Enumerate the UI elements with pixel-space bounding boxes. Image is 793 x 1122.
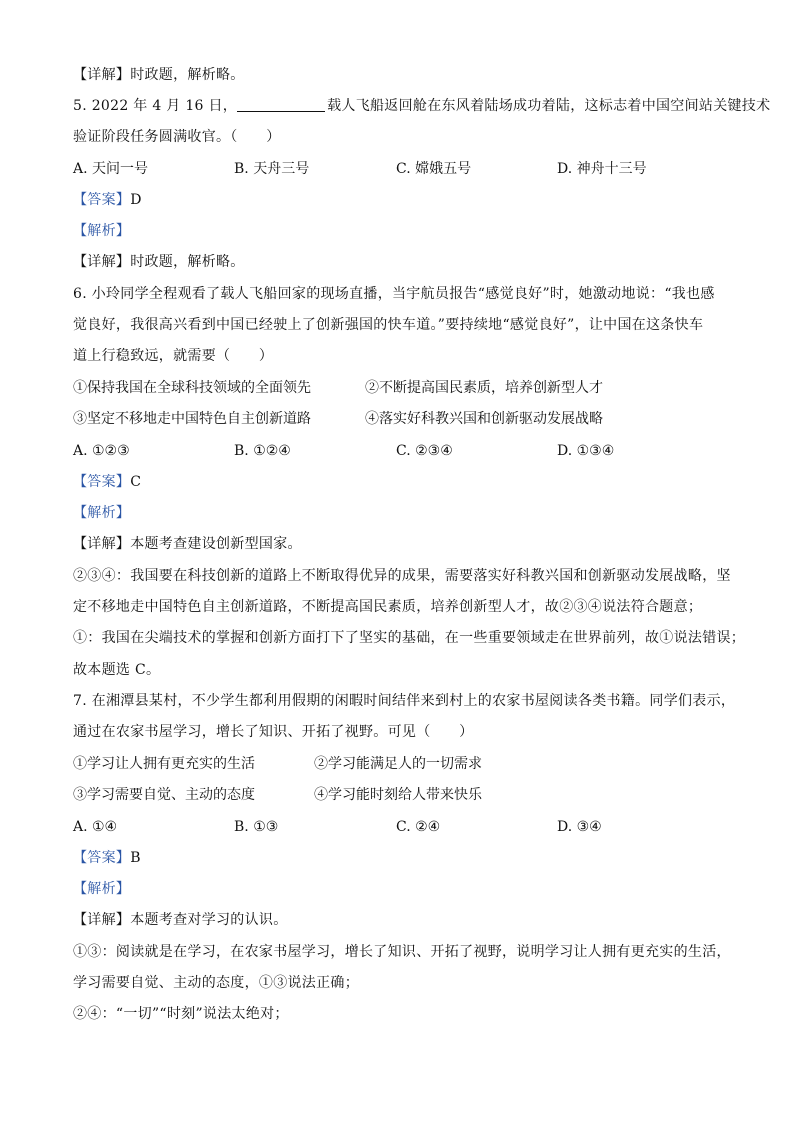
q5-stem-suffix: 载人飞船返回舱在东风着陆场成功着陆，这标志着中国空间站关键技术 <box>327 98 771 114</box>
q7-explain-line2: 学习需要自觉、主动的态度，①③说法正确； <box>73 975 359 991</box>
q6-answer-line <box>73 472 141 492</box>
answer-value: B <box>130 850 141 866</box>
detail-text: 本题考查对学习的认识。 <box>130 912 288 928</box>
answer-value: C <box>130 474 142 490</box>
q5-option-a: A. 天问一号 <box>73 161 149 177</box>
q5-analysis-tag: 【解析】 <box>73 223 131 239</box>
q7-option-d: D. ③④ <box>557 819 602 835</box>
q6-item-1: ①保持我国在全球科技领域的全面领先 <box>73 380 311 396</box>
answer-value: D <box>130 192 142 208</box>
q7-stem-line2: 通过在农家书屋学习，增长了知识、开拓了视野。可见（ ） <box>73 724 474 740</box>
q5-option-b: B. 天舟三号 <box>234 161 310 177</box>
q7-item-2: ②学习能满足人的一切需求 <box>314 756 482 772</box>
answer-tag: 【答案】 <box>73 192 131 208</box>
detail-text: 本题考查建设创新型国家。 <box>130 536 302 552</box>
q7-stem-line1: 7. 在湘潭县某村，不少学生都利用假期的闲暇时间结伴来到村上的农家书屋阅读各类书籍。同学们表示， <box>73 693 736 709</box>
detail-text: 时政题，解析略。 <box>130 254 245 270</box>
q5-stem-line1 <box>73 96 770 116</box>
q7-item-3: ③学习需要自觉、主动的态度 <box>73 787 255 803</box>
q6-analysis-tag: 【解析】 <box>73 505 131 521</box>
detail-tag: 【详解】 <box>73 67 131 83</box>
answer-tag: 【答案】 <box>73 850 131 866</box>
q5-option-c: C. 嫦娥五号 <box>396 161 472 177</box>
q7-explain-line3: ②④：“一切”“时刻”说法太绝对； <box>73 1006 289 1022</box>
q4-detail-line <box>73 65 245 85</box>
detail-tag: 【详解】 <box>73 536 131 552</box>
q6-detail-line <box>73 534 302 554</box>
q6-explain-line1: ②③④：我国要在科技创新的道路上不断取得优异的成果，需要落实好科教兴国和创新驱动发展战略，坚 <box>73 568 731 584</box>
q6-explain-line4: 故本题选 C。 <box>73 662 161 678</box>
q5-detail-line <box>73 252 245 272</box>
q5-answer-line <box>73 190 142 210</box>
q7-item-4: ④学习能时刻给人带来快乐 <box>314 787 482 803</box>
q6-explain-line3: ①：我国在尖端技术的掌握和创新方面打下了坚实的基础，在一些重要领域走在世界前列，故①说法错误； <box>73 630 746 646</box>
q6-option-a: A. ①②③ <box>73 443 130 459</box>
q6-option-c: C. ②③④ <box>396 443 453 459</box>
q7-option-b: B. ①③ <box>234 819 279 835</box>
answer-blank <box>237 97 325 112</box>
q6-stem-line3: 道上行稳致远，就需要（ ） <box>73 348 274 364</box>
q5-stem-prefix: 5. 2022 年 4 月 16 日， <box>73 98 238 114</box>
q7-answer-line <box>73 848 141 868</box>
q6-option-d: D. ①③④ <box>557 443 615 459</box>
q5-option-d: D. 神舟十三号 <box>557 161 647 177</box>
q6-item-4: ④落实好科教兴国和创新驱动发展战略 <box>365 411 603 427</box>
q6-item-2: ②不断提高国民素质，培养创新型人才 <box>365 380 603 396</box>
q6-stem-line2: 觉良好，我很高兴看到中国已经驶上了创新强国的快车道。”要持续地“感觉良好”，让中国在这条快车 <box>73 317 704 333</box>
q5-stem-line2: 验证阶段任务圆满收官。（ ） <box>73 129 281 145</box>
q7-analysis-tag: 【解析】 <box>73 881 131 897</box>
q6-item-3: ③坚定不移地走中国特色自主创新道路 <box>73 411 311 427</box>
q7-explain-line1: ①③：阅读就是在学习，在农家书屋学习，增长了知识、开拓了视野，说明学习让人拥有更充实的生活， <box>73 944 731 960</box>
q7-option-a: A. ①④ <box>73 819 118 835</box>
q7-detail-line <box>73 910 288 930</box>
detail-text: 时政题，解析略。 <box>130 67 245 83</box>
q6-stem-line1: 6. 小玲同学全程观看了载人飞船回家的现场直播，当宇航员报告“感觉良好”时，她激动地说：“我也感 <box>73 286 715 302</box>
detail-tag: 【详解】 <box>73 254 131 270</box>
detail-tag: 【详解】 <box>73 912 131 928</box>
q6-option-b: B. ①②④ <box>234 443 291 459</box>
q6-explain-line2: 定不移地走中国特色自主创新道路，不断提高国民素质，培养创新型人才，故②③④说法符合题意； <box>73 599 703 615</box>
answer-tag: 【答案】 <box>73 474 131 490</box>
q7-item-1: ①学习让人拥有更充实的生活 <box>73 756 255 772</box>
q7-option-c: C. ②④ <box>396 819 441 835</box>
